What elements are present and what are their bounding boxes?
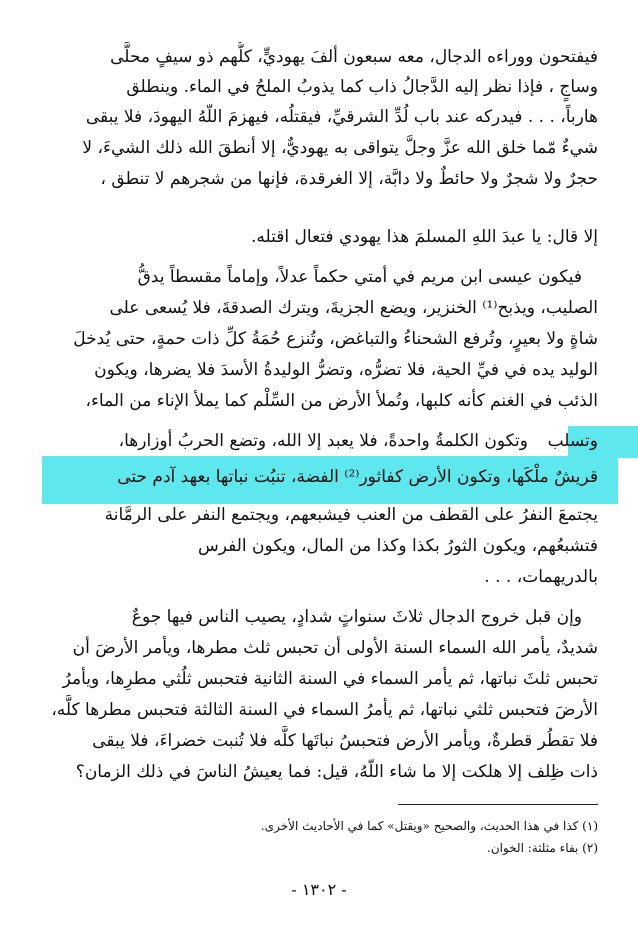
text-line: الأرضَ فتحبس ثلثي نباتها، ثم يأمرُ السماء في السنة الثالثة فتحبس مطرها كلَّه، bbox=[51, 700, 598, 720]
text-line: وتكون الكلمةُ واحدةً، فلا يعبد إلا الله، وتضع الحربُ أوزارها، bbox=[118, 431, 528, 451]
text-line: وإن قبل خروج الدجال ثلاثَ سنواتٍ شدادٍ، يصيب الناس فيها جوعٌ bbox=[131, 607, 582, 627]
text-line: إلا قال: يا عبدَ اللهِ المسلمَ هذا يهودي فتعال اقتله. bbox=[251, 227, 598, 247]
page-number: - ١٣٠٢ - bbox=[291, 880, 347, 899]
text-line: تحبس ثلثَ نباتها، ثم يأمر السماء في السنة الثانية فتحبس ثلُثي مطرِها، ويأمرُ bbox=[62, 669, 598, 689]
text-line: يجتمعَ النفرُ على القطف من العنب فيشبعهم، ويجتمع النفر على الرمَّانة bbox=[104, 505, 598, 525]
text-line: الوليد يده في فيِّ الحية، فلا تضرُّه، وتضرُّ الوليدةُ الأسدَ فلا يضرها، ويكون bbox=[94, 360, 598, 380]
highlighted-word: وتسلب bbox=[547, 431, 598, 451]
text-line: ذات ظِلف إلا هلكت إلا ما شاء اللّهُ، قيل: فما يعيشُ الناسَ في ذلك الزمان؟ bbox=[75, 762, 598, 782]
text-line: الذئب في الغنم كأنه كلبها، وتُملأ الأرض من السِّلْم كما يملأ الإناء من الماء، bbox=[85, 391, 598, 411]
text-line: شديدٌ، يأمر الله السماء السنة الأولى أن تحبس ثلث مطرها، ويأمر الأرضَ أن bbox=[72, 638, 598, 658]
text-line: الصليب، ويذبح⁽¹⁾ الخنزير، ويضع الجزيةَ، ويترك الصدقةَ، فلا يُسعى على bbox=[109, 298, 598, 318]
highlighted-line: قريشٌ ملْكَها، وتكون الأرض كفاثور⁽²⁾ الفضة، تنبُت نباتها بعهد آدم حتى bbox=[117, 467, 598, 487]
text-line: وساجٍ ، فإذا نظر إليه الدَّجالُ ذاب كما يذوبُ الملحُ في الماء. وينطلق bbox=[126, 77, 598, 97]
text-line: شاةٍ ولا بعيرٍ، وتُرفع الشحناءُ والتباغض، وتُنزع حُمَةُ كلِّ ذات حمةٍ، حتى يُدخلَ bbox=[73, 329, 598, 349]
text-line: هارباً، . . . فيدركه عند باب لُدِّ الشرقيِّ، فيقتلُه، فيهزمَ اللّهُ اليهودَ، فلا يبقى bbox=[85, 107, 598, 127]
footnote-divider bbox=[398, 804, 598, 805]
text-line: فيفتحون ووراءه الدجال، معه سبعون ألفَ يهوديٍّ، كلُّهم ذو سيفٍ محلًّى bbox=[110, 47, 598, 67]
text-line: شيءٌ مّما خلق الله عزَّ وجلَّ يتواقى به يهوديٌّ، إلا أنطقَ الله ذلك الشيءَ، لا bbox=[82, 138, 598, 158]
text-line: فيكون عيسى ابن مريم في أمتي حكماً عدلاً، وإماماً مقسطاً يدقُّ bbox=[137, 267, 582, 287]
footnote: (٢) بفاء مثلثة: الخوان. bbox=[487, 841, 598, 855]
text-line: بالدريهمات، . . . bbox=[484, 567, 598, 587]
text-line: فتشبعُهم، ويكون الثورُ بكذا وكذا من المال، ويكون الفرس bbox=[198, 536, 598, 556]
text-line: حجرٌ ولا شجرٌ ولا حائطٌ ولا دابَّة، إلا الغرقدة، فإنها من شجرهم لا تنطق ، bbox=[100, 169, 598, 189]
footnote: (١) كذا في هذا الحديث، والصحيح «ويقتل» كما في الأحاديث الأخرى. bbox=[260, 819, 598, 833]
text-line: فلا تقطُر قطرةٌ، ويأمر الأرض فتحبسُ نباتَها كلَّه فلا تُنبت خضراءَ، فلا يبقى bbox=[92, 731, 598, 751]
